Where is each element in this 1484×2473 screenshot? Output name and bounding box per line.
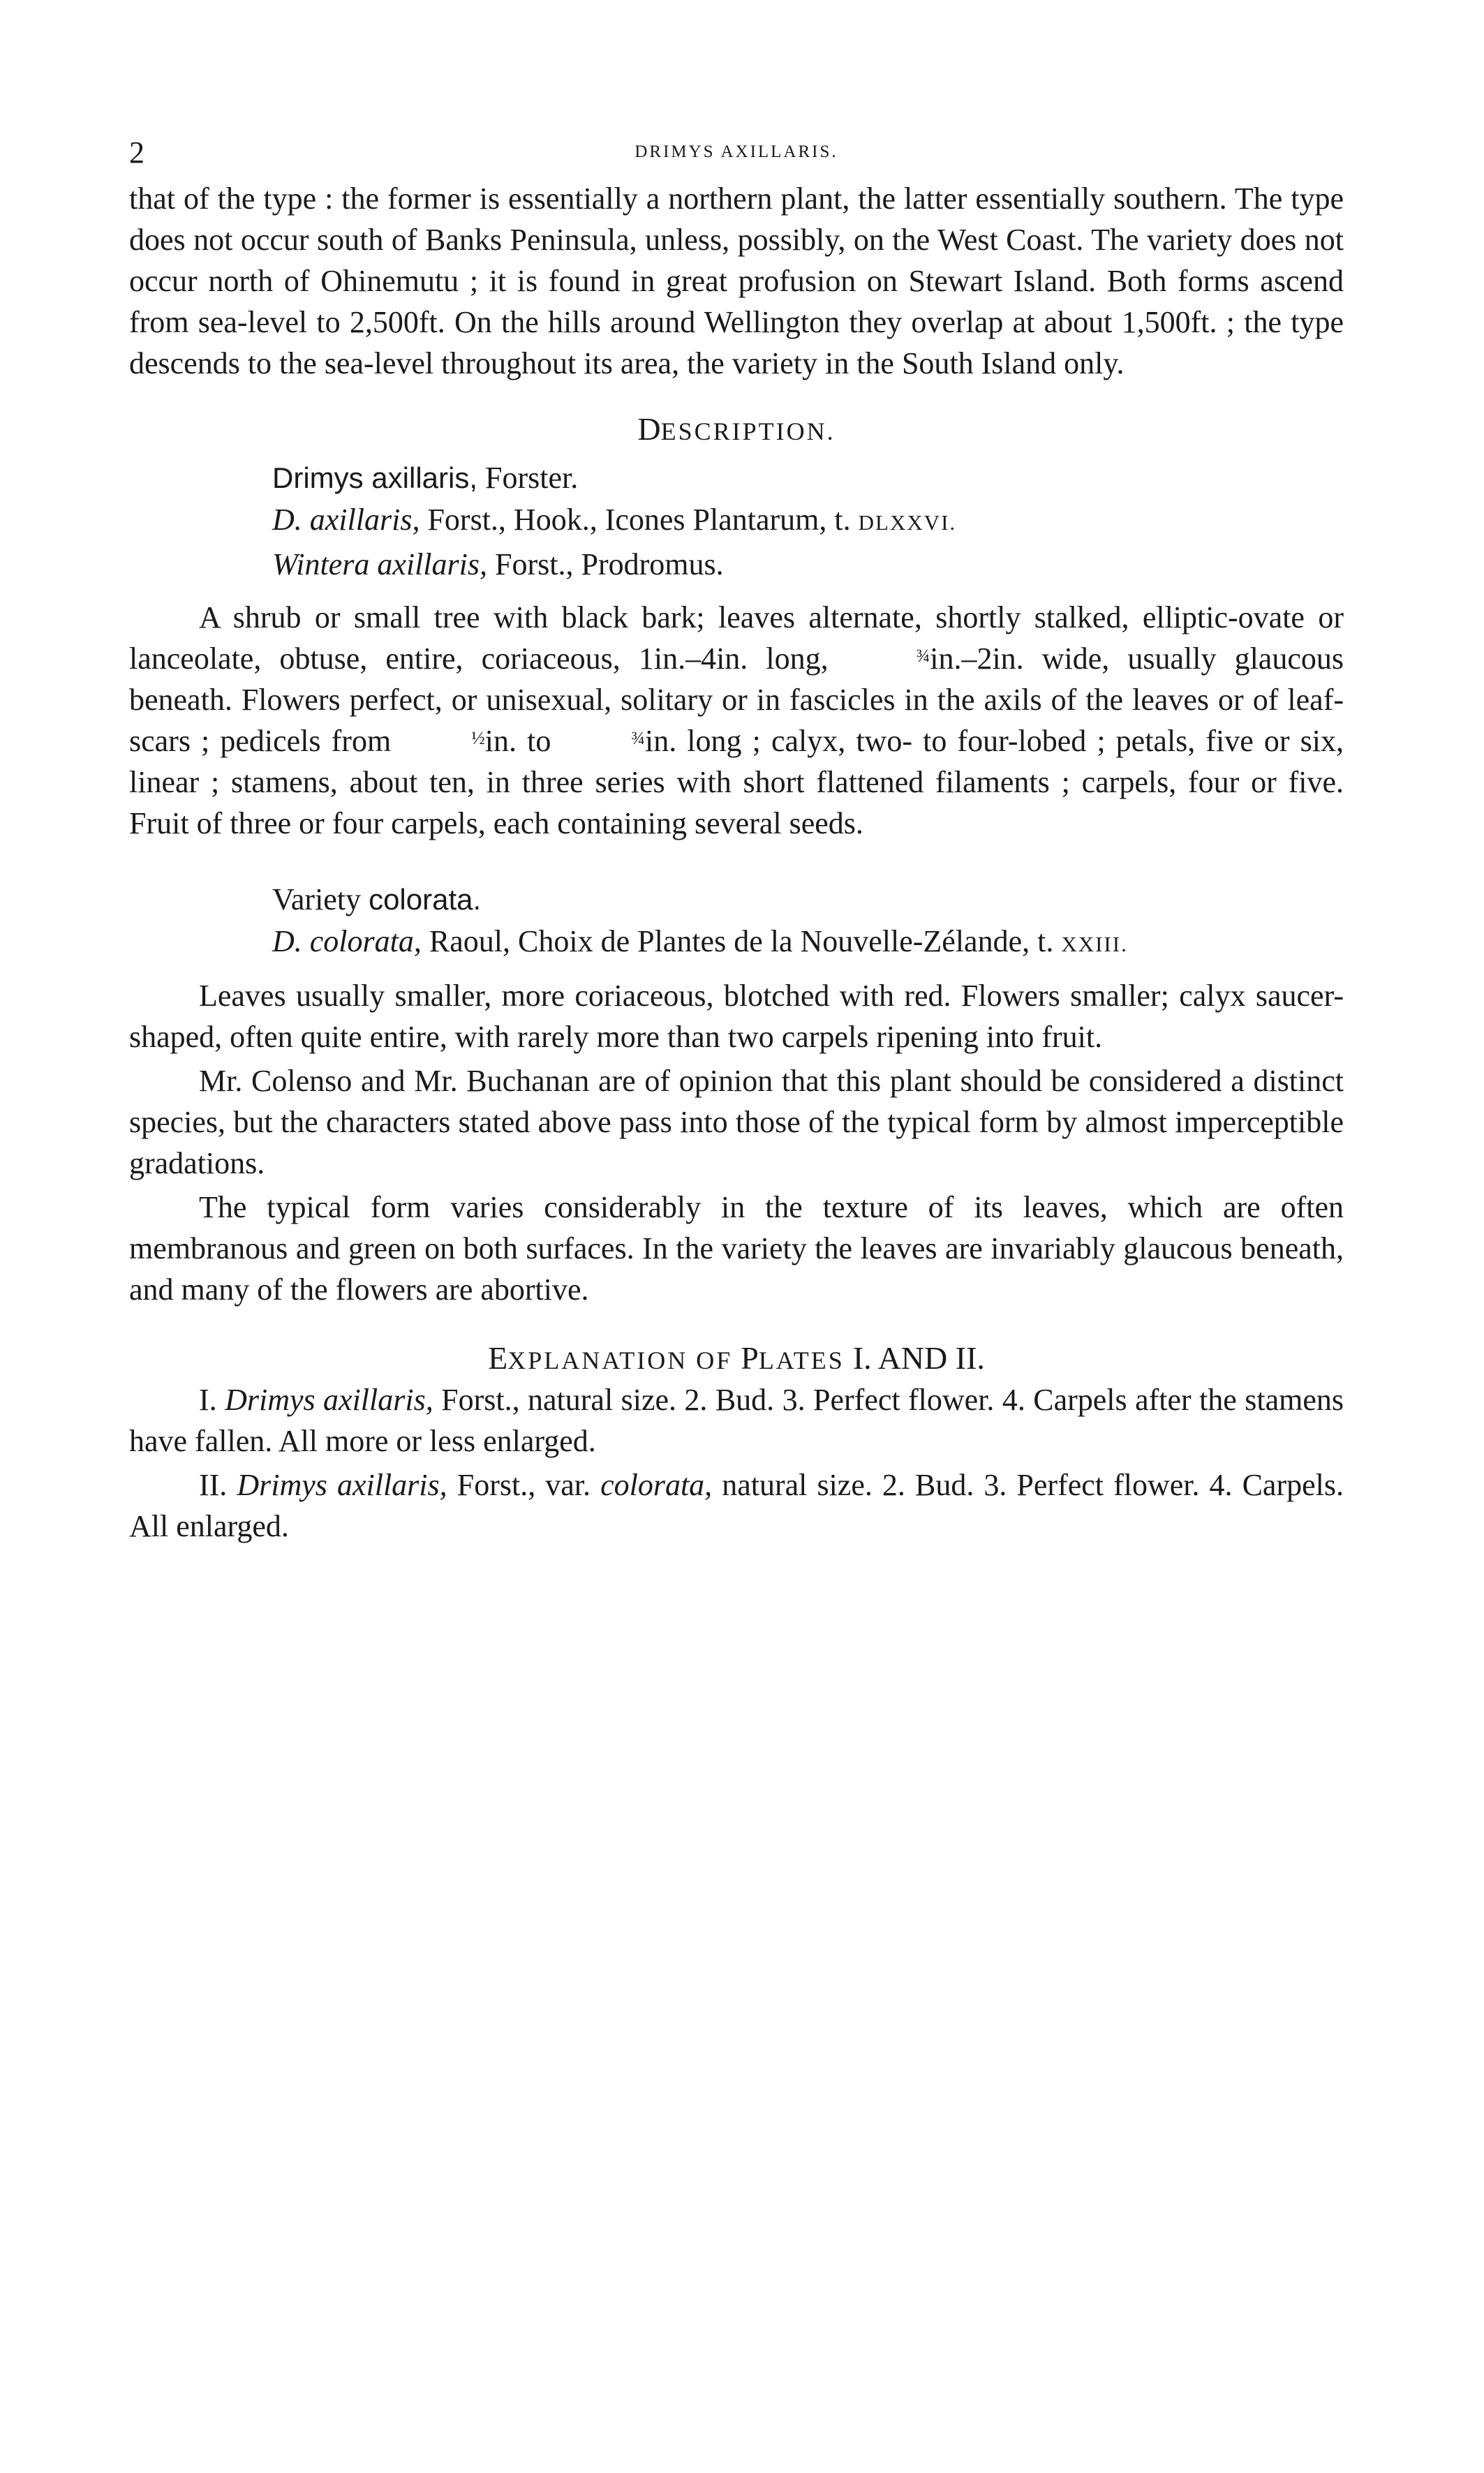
synonym-name: D. axillaris,: [272, 503, 420, 537]
variety-name: colorata.: [369, 883, 482, 916]
variety-label: Variety: [272, 882, 362, 916]
opinion-paragraph: Mr. Colenso and Mr. Buchanan are of opinion that this plant should be considered a distinct species, but the characters stated above pass into those of the typical form by almost imperceptible gradations.: [129, 1064, 1344, 1180]
synonym-line: [272, 544, 1344, 586]
fraction: ¾: [631, 728, 645, 748]
description-paragraph: A shrub or small tree with black bark; leaves alternate, shortly stalked, elliptic-ovate or lanceolate, obtuse, entire, coriaceous, 1in.–4in. long, ¾in.–2in. wide, usually glaucous beneath. Flowers perfect, or unisexual, solitary or in fascicles in the axils of the leaves or of leaf-scars ; pedicels from ½in. to ¾in. long ; calyx, two- to four-lobed ; petals, five or six, linear ; stamens, about ten, in three series with short flattened filaments ; carpels, four or five. Fruit of three or four carpels, each containing several seeds.: [129, 600, 1344, 840]
species-authority: Forster.: [485, 461, 579, 495]
species-name-line: [272, 457, 1344, 499]
variety-synonym-line: [272, 921, 1344, 965]
texture-paragraph: The typical form varies considerably in the texture of its leaves, which are often membranous and green on both surfaces. In the variety the leaves are invariably glaucous beneath, and many of the flowers are abortive.: [129, 1190, 1344, 1307]
species-name: Drimys axillaris,: [272, 461, 477, 494]
running-title: DRIMYS AXILLARIS.: [635, 142, 838, 161]
synonym-plate: DLXXVI.: [858, 510, 957, 535]
variety-block: [272, 879, 1344, 965]
page: [129, 136, 1344, 1547]
variety-synonym-name: D. colorata,: [272, 924, 422, 958]
fraction: ½: [471, 728, 485, 748]
variety-paragraph: Leaves usually smaller, more coriaceous, blotched with red. Flowers smaller; calyx saucer-shaped, often quite entire, with rarely more than two carpels ripening into fruit.: [129, 979, 1344, 1054]
intro-paragraph: that of the type : the former is essentially a northern plant, the latter essentially southern. The type does not occur south of Banks Peninsula, unless, possibly, on the West Coast. The variety does not occur north of Ohinemutu ; it is found in great profusion on Stewart Island. Both forms ascend from sea-level to 2,500ft. On the hills around Wellington they overlap at about 1,500ft. ; the type descends to the sea-level throughout its area, the variety in the South Island only.: [129, 181, 1344, 380]
plate-1-explanation: I. Drimys axillaris, Forst., natural size. 2. Bud. 3. Perfect flower. 4. Carpels after the stamens have fallen. All more or less enlarged.: [129, 1383, 1344, 1458]
synonym-name: Wintera axillaris,: [272, 547, 487, 581]
fraction: ¾: [916, 646, 930, 666]
species-block: [272, 457, 1344, 586]
variety-synonym-plate: XXIII.: [1061, 932, 1128, 956]
variety-name-line: [272, 879, 1344, 921]
variety-synonym-citation: Raoul, Choix de Plantes de la Nouvelle-Zélande, t.: [429, 924, 1054, 958]
plates-heading: EXPLANATION OF PLATES I. AND II.: [488, 1340, 985, 1376]
synonym-line: [272, 499, 1344, 544]
plate-2-explanation: II. Drimys axillaris, Forst., var. colorata, natural size. 2. Bud. 3. Perfect flower. 4. Carpels. All enlarged.: [129, 1468, 1344, 1543]
description-heading: DESCRIPTION.: [637, 411, 836, 447]
synonym-citation: Forst., Hook., Icones Plantarum, t.: [427, 503, 851, 537]
running-head: [129, 136, 1344, 178]
synonym-citation: Forst., Prodromus.: [495, 547, 724, 581]
page-number: 2: [129, 135, 144, 170]
